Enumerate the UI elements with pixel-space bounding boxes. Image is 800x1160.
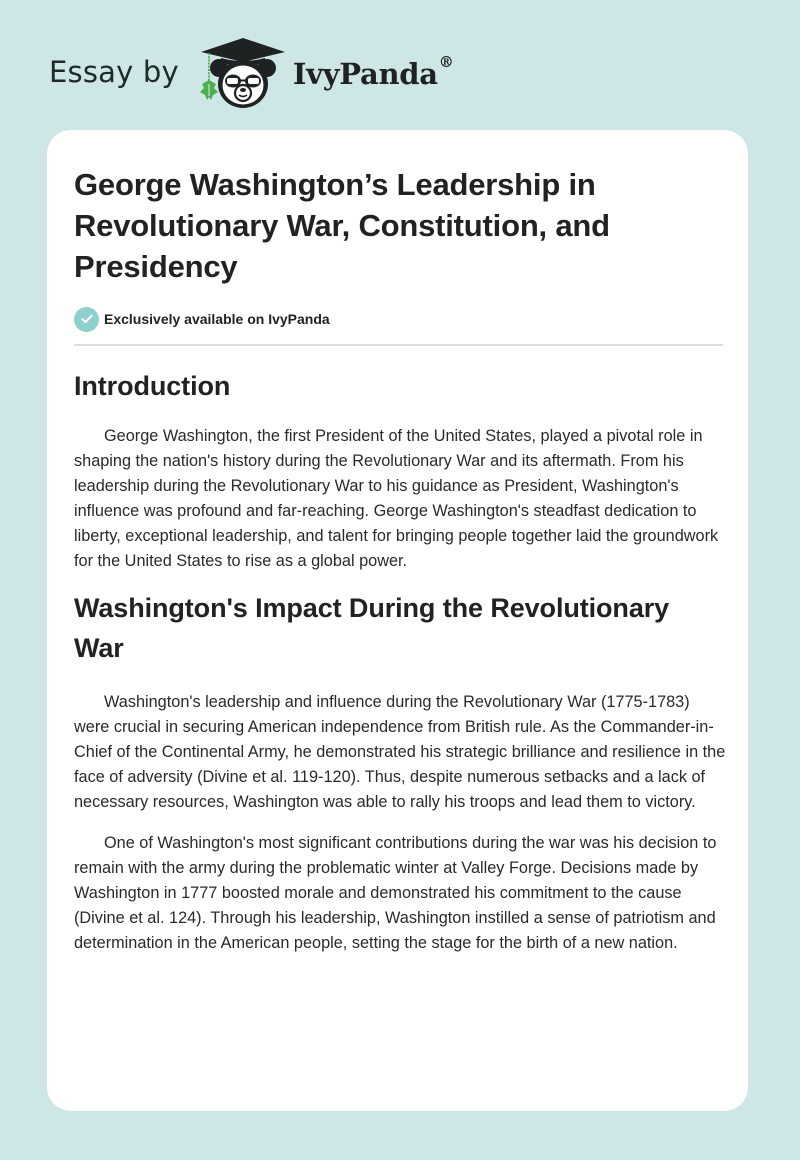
section-introduction — [74, 366, 722, 574]
section-heading: Washington's Impact During the Revolutionary War — [74, 593, 670, 663]
check-circle-icon — [74, 307, 99, 332]
essay-card — [47, 130, 748, 1111]
panda-graduate-logo-icon[interactable] — [197, 36, 289, 112]
exclusive-badge — [74, 306, 722, 332]
brand-name-text: IvyPanda — [292, 57, 438, 91]
section-heading: Introduction — [74, 371, 231, 401]
section-revolutionary-war-impact — [74, 588, 726, 956]
paragraph: One of Washington's most significant contributions during the war was his decision to remain with the army during the problematic winter at Valley Forge. Decisions made by Washington in 1777 boosted morale and demonstrated his commitment to the cause (Divine et al. 124). Through his leadership, Washington instilled a sense of patriotism and determination in the American people, setting the stage for the birth of a new nation. — [74, 834, 717, 952]
essay-by-label: Essay by — [49, 55, 179, 89]
divider — [74, 344, 723, 346]
exclusive-label: Exclusively available on IvyPanda — [104, 311, 330, 327]
paragraph: George Washington, the first President of the United States, played a pivotal role in shaping the nation's history during the Revolutionary War and its aftermath. From his leadership during the Revolutionary War to his guidance as President, Washington's influence was profound and far-reaching. George Washington's steadfast dedication to liberty, exceptional leadership, and talent for bringing people together laid the groundwork for the United States to rise as a global power. — [74, 427, 719, 570]
essay-title: George Washington’s Leadership in Revolutionary War, Constitution, and Presidency — [74, 167, 610, 284]
registered-mark: ® — [438, 53, 454, 71]
paragraph: Washington's leadership and influence during the Revolutionary War (1775-1783) were crucial in securing American independence from British rule. As the Commander-in-Chief of the Continental Army, he demonstrated his strategic brilliance and resilience in the face of adversity (Divine et al. 119-120). Thus, despite numerous setbacks and a lack of necessary resources, Washington was able to rally his troops and lead them to victory. — [74, 693, 726, 811]
site-header — [49, 36, 453, 112]
brand-name[interactable] — [292, 53, 454, 91]
